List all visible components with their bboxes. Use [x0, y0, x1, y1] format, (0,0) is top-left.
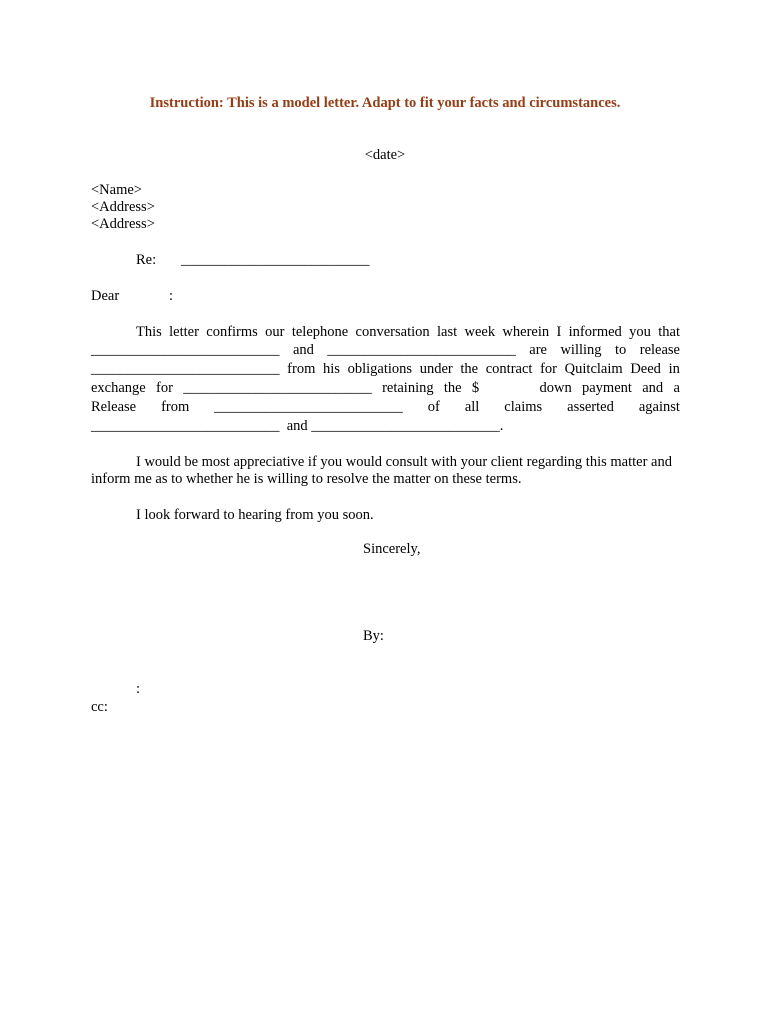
closing-sincerely: Sincerely,	[363, 541, 421, 557]
paragraph-1-line-1-text: This letter confirms our telephone conversation last week wherein I informed you that	[136, 324, 680, 340]
word: from	[287, 361, 316, 377]
word: for	[540, 361, 558, 377]
word: a	[673, 380, 680, 396]
recipient-address-line-1: <Address>	[91, 199, 155, 215]
word: down	[539, 380, 572, 396]
salutation-colon: :	[169, 288, 174, 304]
word: his	[323, 361, 340, 377]
blank-field: __________________________	[91, 342, 280, 358]
word: release	[639, 342, 680, 358]
word: exchange	[91, 380, 146, 396]
word: the	[460, 361, 479, 377]
paragraph-1-line-4	[91, 379, 680, 397]
paragraph-1-line-1	[136, 323, 680, 341]
word: against	[638, 399, 680, 415]
word: claims	[504, 399, 543, 415]
word: contract	[485, 361, 533, 377]
word: for	[156, 380, 173, 396]
blank-field: __________________________	[327, 342, 516, 358]
paragraph-1-line-2	[91, 341, 680, 359]
recipient-address-line-2: <Address>	[91, 216, 155, 232]
salutation-dear: Dear	[91, 288, 120, 304]
footer-colon: :	[136, 681, 141, 697]
cc-label: cc:	[91, 699, 108, 715]
blank-field: __________________________	[214, 399, 403, 415]
re-blank: __________________________	[181, 252, 370, 268]
word: Deed	[630, 361, 661, 377]
word: Quitclaim	[564, 361, 623, 377]
paragraph-2-line-1: I would be most appreciative if you would consult with your client regarding this matter and	[136, 454, 672, 470]
word: are	[529, 342, 547, 358]
signature-by: By:	[363, 628, 384, 644]
word: of	[427, 399, 440, 415]
word: retaining	[382, 380, 434, 396]
word: and	[642, 380, 664, 396]
blank-field: __________________________	[183, 380, 372, 396]
word: under	[419, 361, 453, 377]
paragraph-3: I look forward to hearing from you soon.	[136, 507, 374, 523]
word: willing	[560, 342, 602, 358]
paragraph-1-line-3	[91, 360, 680, 378]
word: obligations	[347, 361, 413, 377]
paragraph-2-line-2: inform me as to whether he is willing to resolve the matter on these terms.	[91, 471, 522, 487]
dollar-sign: $	[471, 380, 480, 396]
paragraph-1-line-5	[91, 398, 680, 416]
paragraph-1-line-6: __________________________ and __________________________.	[91, 418, 504, 434]
word: the	[443, 380, 462, 396]
instruction-banner: Instruction: This is a model letter. Adapt to fit your facts and circumstances.	[149, 95, 621, 111]
word: all	[464, 399, 480, 415]
word: payment	[582, 380, 632, 396]
blank-field: __________________________	[91, 361, 280, 377]
word: and	[292, 342, 314, 358]
word: Release	[91, 399, 137, 415]
recipient-name: <Name>	[91, 182, 142, 198]
re-label: Re:	[136, 252, 157, 268]
word: in	[668, 361, 680, 377]
word: asserted	[567, 399, 614, 415]
word: from	[161, 399, 190, 415]
word: to	[615, 342, 627, 358]
letter-date: <date>	[364, 147, 406, 163]
